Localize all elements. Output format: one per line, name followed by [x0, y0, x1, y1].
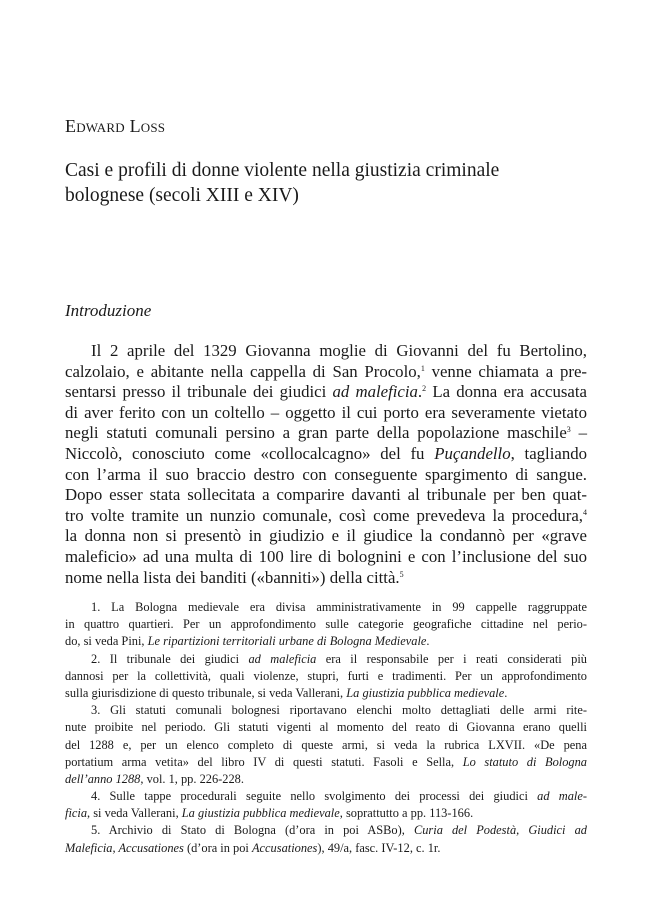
body-line: tro volte tramite un nunzio comunale, così come prevedeva la procedura,$^4$ [65, 505, 587, 525]
body-line: Niccolò, conosciuto come «collocalcagno» del fu Puçandello, tagliando [65, 443, 587, 463]
body-line: calzolaio, e abitante nella cappella di San Procolo,$^1$ venne chiamata a pre- [65, 361, 587, 381]
footnote-ref[interactable]: 4 [583, 507, 587, 517]
body-line: Dopo esser stata sollecitata a comparire davanti al tribunale per ben quat- [65, 485, 587, 505]
body-line: la donna non si presentò in giudizio e il giudice la condannò per «grave [65, 526, 587, 546]
body-line: negli statuti comunali persino a gran parte della popolazione maschile$^3$ – [65, 423, 587, 443]
body-paragraph [65, 341, 587, 588]
author-last-name: Loss [129, 116, 166, 136]
section-heading: Introduzione [65, 301, 152, 320]
title-line-2: bolognese (secoli XIII e XIV) [65, 185, 299, 206]
footnote-4: 4. Sulle tappe procedurali seguite nello svolgimento dei processi dei giudici ad male- [91, 789, 588, 804]
author-first-name: Edward [65, 116, 125, 136]
body-line: maleficio» ad una multa di 100 lire di bolognini e con l’inclusione del suo [65, 546, 587, 566]
footnote-3: 3. Gli statuti comunali bolognesi riportavano elenchi molto dettagliati delle armi rite- [91, 703, 587, 718]
footnote-line: nute proibite nel periodo. Gli statuti vigenti al momento del reato di Giovanna erano quelli [65, 720, 587, 735]
body-line: di aver ferito con un coltello – oggetto il cui porto era severamente vietato [65, 402, 587, 422]
footnote-line: in quattro quartieri. Per un approfondimento sulle categorie geografiche cittadine nel perio- [65, 617, 587, 632]
footnote-line: del 1288 e, per un elenco completo di queste armi, si veda la rubrica LXVII. «De pena [65, 737, 587, 752]
footnote-line: dell’anno 1288, vol. 1, pp. 226-228. [65, 771, 244, 786]
title-line-1: Casi e profili di donne violente nella giustizia criminale [65, 160, 500, 181]
footnote-line: portatium arma vetita» del libro IV di questi statuti. Fasoli e Sella, Lo statuto di Bologna [65, 754, 587, 769]
footnote-line: dannosi per la collettività, quali violenze, stupri, furti e tradimenti. Per un approfondimento [65, 668, 587, 683]
article-title [65, 158, 587, 208]
footnote-line: Maleficia, Accusationes (d’ora in poi Accusationes), 49/a, fasc. IV-12, c. 1r. [65, 840, 441, 855]
footnote-1: 1. La Bologna medievale era divisa amministrativamente in 99 cappelle raggruppate [91, 600, 587, 614]
body-line: Il 2 aprile del 1329 Giovanna moglie di Giovanni del fu Bertolino, [91, 341, 587, 360]
body-line: nome nella lista dei banditi («banniti») della città.$^5$ [65, 567, 404, 587]
footnote-ref[interactable]: 1 [420, 363, 425, 373]
footnotes [65, 599, 587, 857]
footnote-line: ficia, si veda Vallerani, La giustizia pubblica medievale, soprattutto a pp. 113-166. [65, 806, 474, 821]
footnote-ref[interactable]: 5 [399, 569, 404, 579]
footnote-2: 2. Il tribunale dei giudici ad maleficia era il responsabile per i reati considerati più [91, 651, 587, 666]
footnote-ref[interactable]: 2 [422, 384, 427, 394]
body-line: con l’arma il suo braccio destro con conseguente spargimento di sangue. [65, 464, 587, 484]
footnote-line: sulla giurisdizione di questo tribunale, si veda Vallerani, La giustizia pubblica medievale. [65, 685, 508, 700]
footnote-5: 5. Archivio di Stato di Bologna (d’ora in poi ASBo), Curia del Podestà, Giudici ad [91, 823, 587, 838]
footnote-line: do, si veda Pini, Le ripartizioni territoriali urbane di Bologna Medievale. [65, 634, 430, 649]
body-line: sentarsi presso il tribunale dei giudici ad maleficia.$^2$ La donna era accusata [65, 382, 587, 402]
author-name [65, 116, 165, 137]
footnote-ref[interactable]: 3 [566, 425, 571, 435]
